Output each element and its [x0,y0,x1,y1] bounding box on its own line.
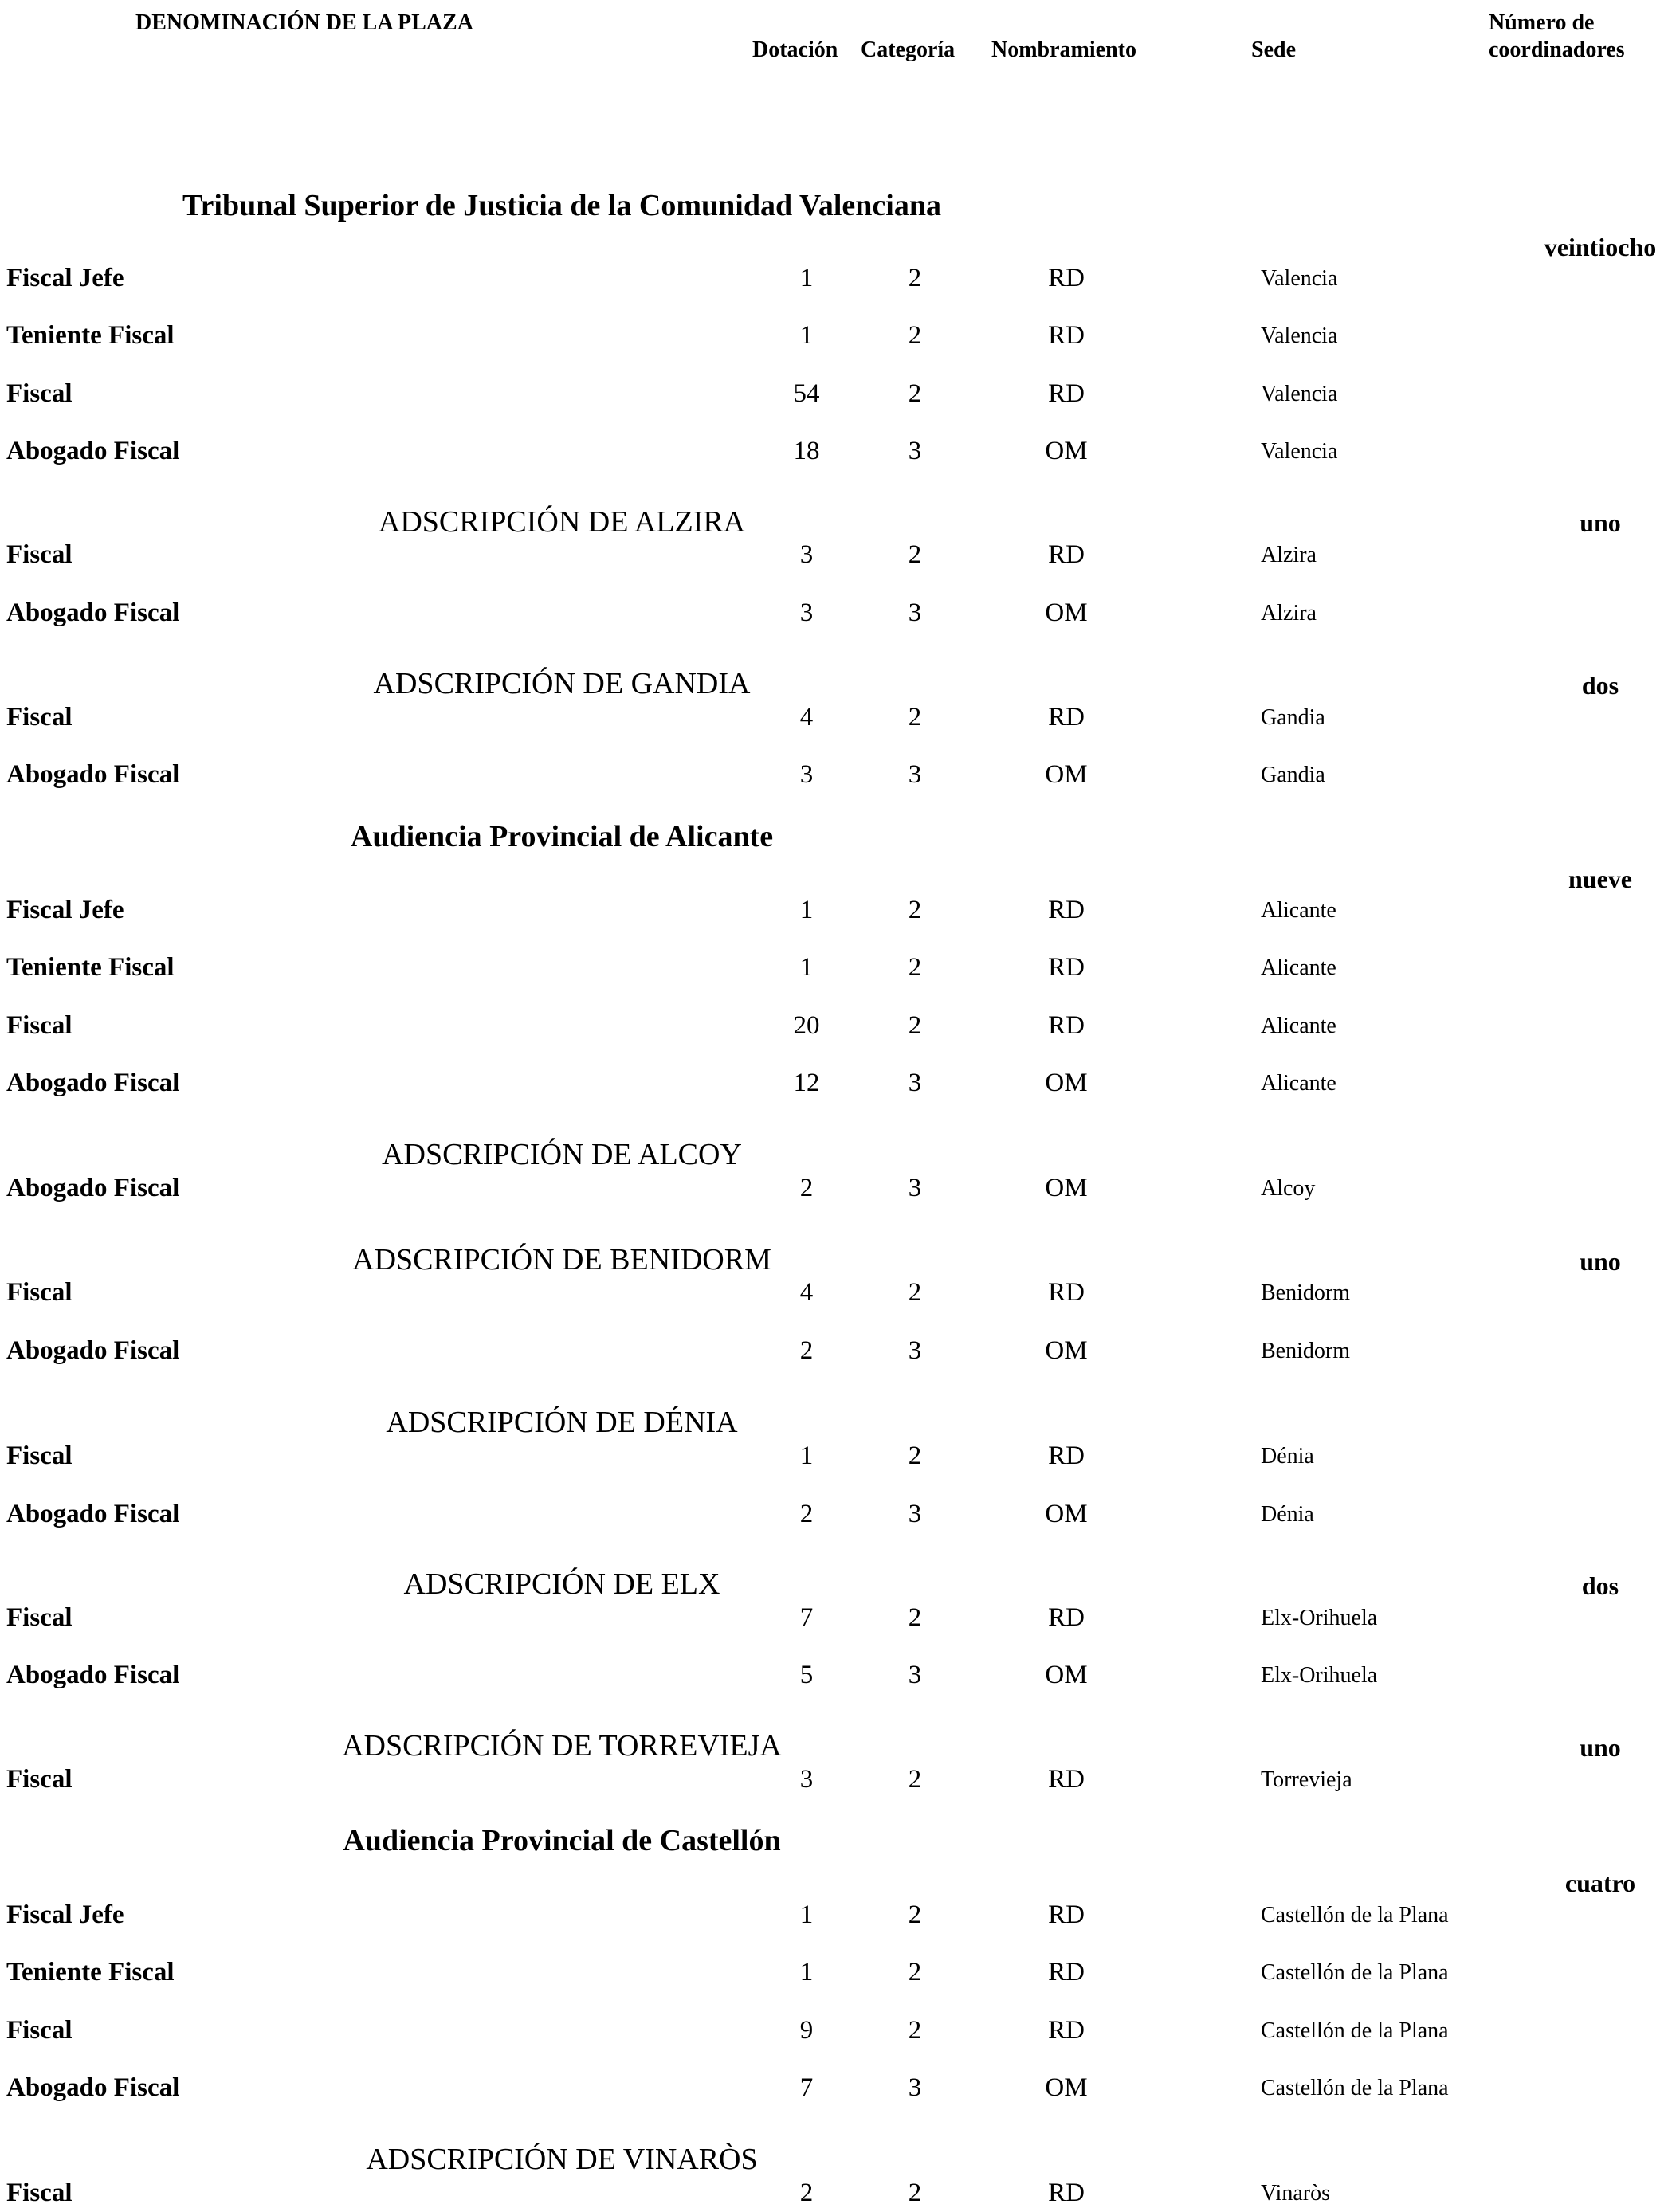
sede-value: Vinaròs [1261,2181,1330,2206]
nombramiento-value: RD [1048,264,1085,292]
plaza-label: Abogado Fiscal [6,598,180,627]
sede-value: Alicante [1261,955,1336,980]
plaza-label: Fiscal [6,703,73,731]
dotacion-value: 1 [799,896,814,924]
plaza-label: Teniente Fiscal [6,953,175,982]
header-categoria: Categoría [861,37,956,62]
sede-value: Alzira [1261,601,1317,626]
dotacion-value: 3 [799,540,814,569]
nombramiento-value: RD [1048,703,1085,731]
nombramiento-value: RD [1048,321,1085,350]
sede-value: Castellón de la Plana [1261,1903,1449,1928]
dotacion-value: 1 [799,1958,814,1986]
dotacion-value: 1 [799,264,814,292]
dotacion-value: 2 [799,2179,814,2207]
categoria-value: 3 [908,1500,922,1528]
plaza-label: Teniente Fiscal [6,1958,175,1986]
nombramiento-value: RD [1048,1278,1085,1307]
dotacion-value: 20 [793,1011,820,1040]
categoria-value: 3 [908,2073,922,2102]
plaza-label: Fiscal [6,1765,73,1794]
dotacion-value: 7 [799,2073,814,2102]
nombramiento-value: OM [1045,1500,1088,1528]
nombramiento-value: RD [1048,1011,1085,1040]
nombramiento-value: OM [1045,1174,1088,1202]
sede-value: Elx-Orihuela [1261,1606,1378,1630]
dotacion-value: 54 [793,379,820,408]
categoria-value: 2 [908,2179,922,2207]
categoria-value: 2 [908,379,922,408]
section-title: ADSCRIPCIÓN DE VINARÒS [366,2143,758,2176]
section-title: Audiencia Provincial de Alicante [350,820,774,853]
dotacion-value: 1 [799,1900,814,1929]
section-title: ADSCRIPCIÓN DE DÉNIA [386,1406,738,1439]
dotacion-value: 4 [799,703,814,731]
categoria-value: 2 [908,1900,922,1929]
categoria-value: 2 [908,703,922,731]
nombramiento-value: RD [1048,1441,1085,1470]
plaza-label: Fiscal Jefe [6,264,124,292]
plaza-label: Fiscal [6,540,73,569]
sede-value: Valencia [1261,382,1338,406]
coordinadores-count: uno [1580,1247,1621,1276]
sede-value: Valencia [1261,266,1338,291]
nombramiento-value: RD [1048,379,1085,408]
plaza-label: Abogado Fiscal [6,1069,180,1097]
dotacion-value: 9 [799,2016,814,2045]
plaza-label: Fiscal Jefe [6,896,124,924]
section-title: ADSCRIPCIÓN DE BENIDORM [352,1243,771,1277]
section-title: Tribunal Superior de Justicia de la Comunidad Valenciana [182,189,941,222]
section-title: ADSCRIPCIÓN DE GANDIA [373,667,751,700]
sede-value: Torrevieja [1261,1767,1352,1792]
sede-value: Alicante [1261,1014,1336,1038]
dotacion-value: 1 [799,953,814,982]
nombramiento-value: OM [1045,760,1088,789]
plaza-label: Abogado Fiscal [6,1174,180,1202]
sede-value: Gandia [1261,763,1325,787]
plaza-label: Fiscal [6,2179,73,2207]
dotacion-value: 1 [799,321,814,350]
sede-value: Alicante [1261,1071,1336,1096]
dotacion-value: 3 [799,598,814,627]
dotacion-value: 12 [793,1069,820,1097]
plaza-label: Abogado Fiscal [6,1661,180,1689]
coordinadores-count: nueve [1568,865,1632,893]
nombramiento-value: OM [1045,2073,1088,2102]
sede-value: Elx-Orihuela [1261,1663,1378,1688]
header-numero-line1: Número de [1489,10,1595,35]
sede-value: Gandia [1261,705,1325,730]
plaza-label: Fiscal [6,1278,73,1307]
nombramiento-value: OM [1045,598,1088,627]
plaza-label: Abogado Fiscal [6,760,180,789]
categoria-value: 2 [908,264,922,292]
coordinadores-count: cuatro [1564,1869,1636,1897]
categoria-value: 3 [908,598,922,627]
plaza-label: Abogado Fiscal [6,1336,180,1365]
categoria-value: 2 [908,2016,922,2045]
header-denominacion: DENOMINACIÓN DE LA PLAZA [135,10,473,35]
nombramiento-value: RD [1048,896,1085,924]
plaza-label: Abogado Fiscal [6,437,180,465]
categoria-value: 2 [908,1765,922,1794]
nombramiento-value: RD [1048,1765,1085,1794]
coordinadores-count: uno [1580,1733,1621,1762]
dotacion-value: 2 [799,1336,814,1365]
plaza-label: Abogado Fiscal [6,2073,180,2102]
plaza-label: Fiscal [6,2016,73,2045]
plaza-label: Fiscal [6,379,73,408]
categoria-value: 3 [908,1069,922,1097]
nombramiento-value: OM [1045,437,1088,465]
coordinadores-count: dos [1581,671,1619,700]
dotacion-value: 3 [799,760,814,789]
sede-value: Valencia [1261,439,1338,464]
dotacion-value: 18 [793,437,820,465]
sede-value: Dénia [1261,1444,1314,1469]
categoria-value: 2 [908,321,922,350]
categoria-value: 2 [908,1011,922,1040]
sede-value: Valencia [1261,324,1338,348]
header-nombramiento: Nombramiento [991,37,1136,62]
categoria-value: 2 [908,1958,922,1986]
coordinadores-count: uno [1580,508,1621,537]
header-numero-line2: coordinadores [1489,37,1625,62]
nombramiento-value: OM [1045,1336,1088,1365]
sede-value: Alicante [1261,898,1336,923]
coordinadores-count: dos [1581,1571,1619,1600]
plaza-label: Abogado Fiscal [6,1500,180,1528]
plaza-label: Fiscal Jefe [6,1900,124,1929]
dotacion-value: 1 [799,1441,814,1470]
section-title: ADSCRIPCIÓN DE ELX [403,1567,720,1601]
categoria-value: 3 [908,437,922,465]
nombramiento-value: OM [1045,1069,1088,1097]
dotacion-value: 2 [799,1500,814,1528]
nombramiento-value: OM [1045,1661,1088,1689]
nombramiento-value: RD [1048,1900,1085,1929]
section-title: Audiencia Provincial de Castellón [343,1824,781,1857]
dotacion-value: 5 [799,1661,814,1689]
categoria-value: 2 [908,953,922,982]
nombramiento-value: RD [1048,2179,1085,2207]
nombramiento-value: RD [1048,1603,1085,1632]
categoria-value: 3 [908,1336,922,1365]
dotacion-value: 3 [799,1765,814,1794]
sede-value: Benidorm [1261,1339,1350,1363]
categoria-value: 2 [908,1278,922,1307]
categoria-value: 2 [908,896,922,924]
categoria-value: 3 [908,760,922,789]
plaza-label: Fiscal [6,1441,73,1470]
categoria-value: 2 [908,1603,922,1632]
sede-value: Alcoy [1261,1176,1316,1201]
nombramiento-value: RD [1048,1958,1085,1986]
nombramiento-value: RD [1048,540,1085,569]
coordinadores-count: veintiocho [1544,233,1657,261]
sede-value: Castellón de la Plana [1261,1960,1449,1985]
section-title: ADSCRIPCIÓN DE TORREVIEJA [342,1729,782,1763]
dotacion-value: 7 [799,1603,814,1632]
categoria-value: 2 [908,540,922,569]
sede-value: Dénia [1261,1502,1314,1527]
categoria-value: 2 [908,1441,922,1470]
sede-value: Castellón de la Plana [1261,2076,1449,2100]
header-dotacion: Dotación [752,37,838,62]
categoria-value: 3 [908,1174,922,1202]
dotacion-value: 2 [799,1174,814,1202]
section-title: ADSCRIPCIÓN DE ALCOY [382,1138,742,1171]
nombramiento-value: RD [1048,953,1085,982]
plaza-label: Teniente Fiscal [6,321,175,350]
section-title: ADSCRIPCIÓN DE ALZIRA [378,505,746,539]
plaza-label: Fiscal [6,1603,73,1632]
dotacion-value: 4 [799,1278,814,1307]
categoria-value: 3 [908,1661,922,1689]
nombramiento-value: RD [1048,2016,1085,2045]
sede-value: Castellón de la Plana [1261,2018,1449,2043]
sede-value: Benidorm [1261,1281,1350,1305]
header-sede: Sede [1251,37,1296,62]
sede-value: Alzira [1261,543,1317,567]
plaza-label: Fiscal [6,1011,73,1040]
